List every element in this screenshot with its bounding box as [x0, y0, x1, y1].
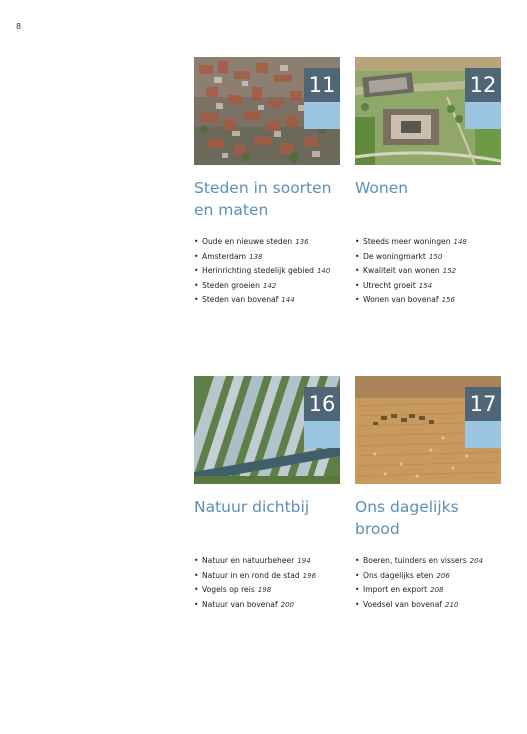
topic-item[interactable]: • Steden van bovenaf 144: [194, 295, 295, 305]
chapter-16[interactable]: [194, 376, 340, 612]
topic-item[interactable]: • Steeds meer woningen 148: [355, 237, 467, 246]
topic-item[interactable]: • Natuur van bovenaf 200: [194, 599, 294, 609]
topic-item[interactable]: • Kwaliteit van wonen 152: [355, 266, 457, 276]
chapter-title[interactable]: Steden in soorten en maten: [194, 179, 332, 219]
topic-page: 148: [453, 238, 467, 246]
chapter-12[interactable]: [355, 57, 501, 308]
chapter-badge-accent: [304, 102, 340, 129]
topic-item[interactable]: • Voedsel van bovenaf 210: [355, 599, 459, 609]
topic-item[interactable]: • Wonen van bovenaf 156: [355, 295, 455, 305]
topic-page: 138: [249, 252, 263, 261]
topic-page: 198: [257, 586, 272, 595]
chapter-17[interactable]: [355, 376, 501, 612]
chapter-topic-list: [194, 235, 340, 308]
chapter-topic-list: [194, 554, 340, 612]
topic-page: 140: [316, 267, 331, 276]
chapter-title[interactable]: Natuur dichtbij: [194, 498, 310, 516]
topic-page: 150: [428, 252, 443, 261]
topic-page: 152: [442, 267, 457, 276]
topic-item[interactable]: • Natuur in en rond de stad 196: [194, 570, 317, 580]
topic-page: 200: [280, 600, 294, 609]
topic-page: 208: [430, 586, 444, 595]
topic-item[interactable]: • Herinrichting stedelijk gebied 140: [194, 266, 331, 276]
topic-item[interactable]: • Amsterdam 138: [194, 251, 263, 261]
topic-item[interactable]: • Utrecht groeit 154: [355, 280, 433, 290]
chapter-number-badge: 11: [304, 68, 340, 102]
topic-page: 136: [295, 238, 309, 246]
topic-item[interactable]: • Ons dagelijks eten 206: [355, 570, 450, 580]
chapter-photo-city: [194, 57, 340, 165]
topic-item[interactable]: • Oude en nieuwe steden 136: [194, 237, 309, 246]
topic-page: 194: [297, 557, 311, 565]
chapter-badge-accent: [304, 421, 340, 448]
chapter-badge-accent: [465, 421, 501, 448]
topic-page: 204: [469, 557, 484, 565]
topic-page: 196: [302, 571, 317, 580]
topic-item[interactable]: • Import en export 208: [355, 585, 444, 595]
chapter-number-badge: 12: [465, 68, 501, 102]
chapter-11[interactable]: [194, 57, 340, 308]
chapter-title[interactable]: Wonen: [355, 179, 409, 197]
topic-page: 144: [281, 296, 295, 305]
topic-item[interactable]: • Steden groeien 142: [194, 280, 277, 290]
chapter-photo-farmland: [355, 376, 501, 484]
chapter-photo-housing: [355, 57, 501, 165]
topic-page: 156: [441, 296, 455, 305]
topic-page: 210: [445, 600, 459, 609]
chapter-photo-nature: [194, 376, 340, 484]
topic-item[interactable]: • Natuur en natuurbeheer 194: [194, 556, 311, 565]
topic-item[interactable]: • De woningmarkt 150: [355, 251, 443, 261]
chapter-topic-list: [355, 235, 501, 308]
chapter-number-badge: 17: [465, 387, 501, 421]
topic-item[interactable]: • Boeren, tuinders en vissers 204: [355, 556, 484, 565]
topic-page: 142: [262, 281, 277, 290]
page-number: 8: [16, 22, 22, 31]
chapter-title[interactable]: Ons dagelijks brood: [355, 498, 459, 538]
chapter-topic-list: [355, 554, 501, 612]
chapter-badge-accent: [465, 102, 501, 129]
topic-item[interactable]: • Vogels op reis 198: [194, 585, 272, 595]
topic-page: 206: [436, 571, 450, 580]
chapter-number-badge: 16: [304, 387, 340, 421]
topic-page: 154: [418, 281, 433, 290]
